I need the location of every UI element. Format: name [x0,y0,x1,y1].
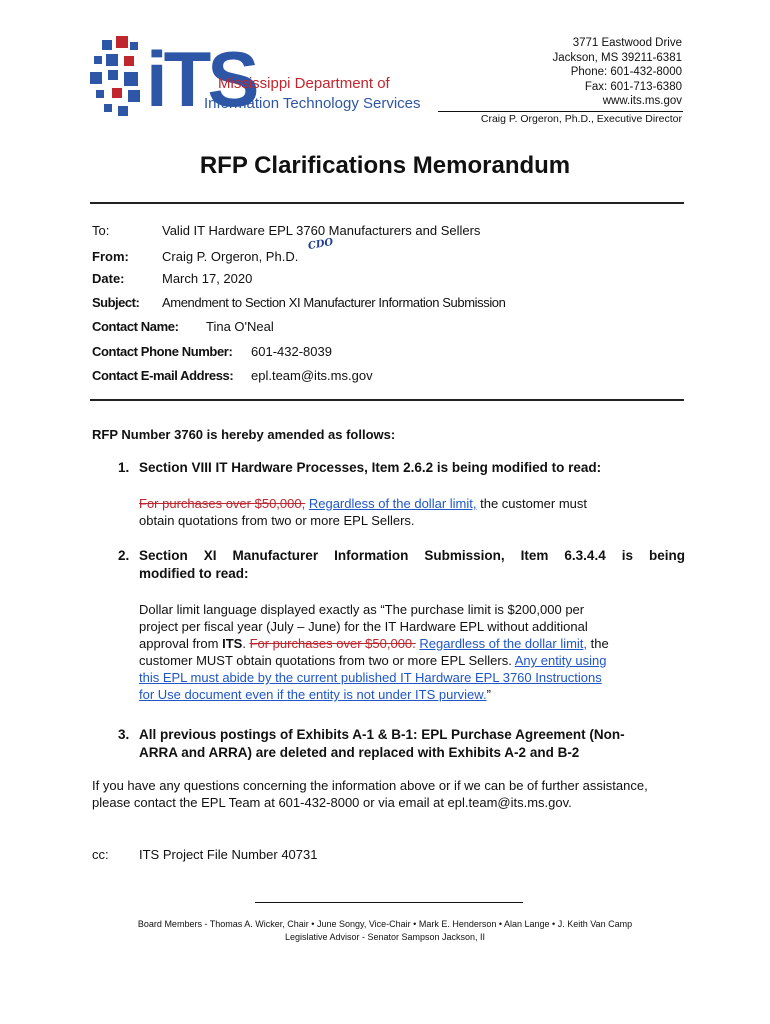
contact-phone-value: 601-432-8039 [251,344,332,359]
logo-square-icon [108,70,118,80]
logo-square-icon [130,42,138,50]
logo-square-icon [124,72,138,86]
logo-wordmark: iTS [146,35,256,123]
cc-label: cc: [92,847,109,862]
contact-phone-label: Contact Phone Number: [92,344,233,359]
footer-rule [255,902,523,903]
from-value: Craig P. Orgeron, Ph.D. [162,249,299,264]
page-title: RFP Clarifications Memorandum [199,152,571,179]
closing-line2: please contact the EPL Team at 601-432-8000 or via email at epl.team@its.ms.gov. [92,795,572,810]
subject-label: Subject: [92,295,140,310]
subject-value: Amendment to Section XI Manufacturer Information Submission [162,295,506,310]
deleted-text: For purchases over $50,000. [249,636,416,651]
dept-name-line2: Information Technology Services [204,95,421,112]
from-label: From: [92,249,129,264]
date-value: March 17, 2020 [162,271,253,286]
its-logo [90,34,430,124]
inserted-text: for Use document even if the entity is not under ITS purview. [139,687,487,702]
contact-name-label: Contact Name: [92,319,179,334]
item-number: 3. [118,727,130,742]
header-rule-top [90,202,684,204]
item2-line6 [139,686,491,703]
logo-square-icon [128,90,140,102]
its-bold: ITS [222,636,243,651]
item-heading: Section VIII IT Hardware Processes, Item 2.6.2 is being modified to read: [139,460,602,475]
board-members: Board Members - Thomas A. Wicker, Chair • June Songy, Vice-Chair • Mark E. Henderson • Alan Lange • J. Keith Van Camp [137,919,633,929]
logo-square-icon [124,56,134,66]
logo-square-icon [96,90,104,98]
contact-email-label: Contact E-mail Address: [92,368,234,383]
body-text: customer MUST obtain quotations from two or more EPL Sellers. [139,653,515,668]
logo-square-icon [112,88,122,98]
address-line: 3771 Eastwood Drive [572,37,682,49]
cc-value: ITS Project File Number 40731 [139,847,318,862]
address-block [552,36,682,109]
item-heading: All previous postings of Exhibits A-1 & B-1: EPL Purchase Agreement (Non- [139,727,625,742]
inserted-text: Regardless of the dollar limit, [308,496,477,511]
date-label: Date: [92,271,125,286]
logo-square-icon [90,72,102,84]
to-value: Valid IT Hardware EPL 3760 Manufacturers and Sellers [162,223,481,238]
logo-square-icon [106,54,118,66]
item1-line1 [139,495,587,512]
item2-line1: Dollar limit language displayed exactly as “The purchase limit is $200,000 per [139,602,585,617]
body-text: . [242,636,250,651]
item-heading-cont: ARRA and ARRA) are deleted and replaced with Exhibits A-2 and B-2 [139,745,580,760]
director-line: Craig P. Orgeron, Ph.D., Executive Director [480,113,682,125]
intro-text: RFP Number 3760 is hereby amended as follows: [92,427,396,442]
website-link[interactable]: www.its.ms.gov [602,95,682,107]
letterhead-divider [438,111,683,112]
handwritten-initials: CDO [307,236,335,253]
logo-square-icon [94,56,102,64]
dept-name-line1: Mississippi Department of [218,75,390,92]
item2-line4 [139,652,607,669]
contact-name-value: Tina O'Neal [206,319,274,334]
closing-line1: If you have any questions concerning the information above or if we can be of further assistance, [92,778,648,793]
header-rule-bottom [90,399,684,401]
to-label: To: [92,223,110,238]
inserted-text: Any entity using [514,653,607,668]
contact-email-link[interactable]: epl.team@its.ms.gov [251,368,373,383]
body-text: approval from [139,636,223,651]
item-heading: Section XI Manufacturer Information Submission, Item 6.3.4.4 is being [139,548,685,563]
item-number: 2. [118,548,130,563]
logo-square-icon [104,104,112,112]
deleted-text: For purchases over $50,000, [139,496,306,511]
phone-line: Phone: 601-432-8000 [570,66,682,78]
legislative-advisor: Legislative Advisor - Senator Sampson Jackson, II [284,932,486,942]
fax-line: Fax: 601-713-6380 [584,80,682,93]
logo-square-icon [102,40,112,50]
item1-line2: obtain quotations from two or more EPL Sellers. [139,513,415,528]
item-heading-cont: modified to read: [139,566,249,581]
item2-line3 [139,635,609,652]
inserted-text: Regardless of the dollar limit, [419,636,588,651]
body-text: the customer must [476,496,588,511]
body-text: the [587,636,609,651]
item2-line2: project per fiscal year (July – June) for the IT Hardware EPL without additional [139,619,588,634]
logo-square-icon [116,36,128,48]
logo-square-icon [118,106,128,116]
item-number: 1. [118,460,130,475]
body-text: ” [486,687,491,702]
address-line: Jackson, MS 39211-6381 [552,51,682,64]
inserted-text: this EPL must abide by the current published IT Hardware EPL 3760 Instructions [139,670,602,685]
